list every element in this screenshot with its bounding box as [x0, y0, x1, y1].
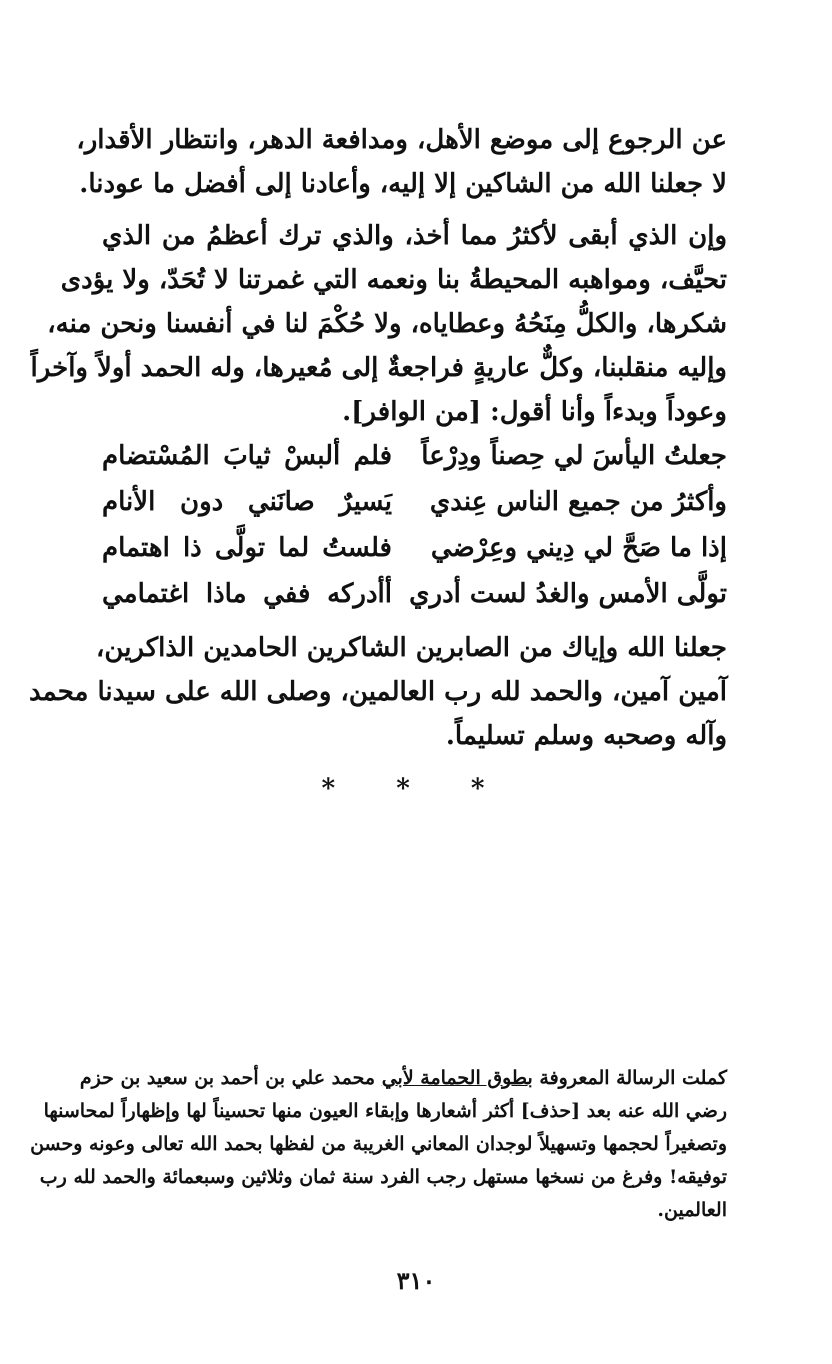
- text-line: شكرها، والكلُّ مِنَحُهُ وعطاياه، ولا حُكْمَ لنا في أنفسنا ونحن منه،: [47, 309, 727, 339]
- text-line: العالمين.: [657, 1199, 727, 1221]
- verse-first-hemistich: إذا ما صَحَّ لي دِيني وعِرْضي: [430, 533, 727, 563]
- verse-second-hemistich: أأدركه ففي ماذا اغتمامي: [102, 579, 392, 609]
- section-separator: * * *: [321, 774, 511, 804]
- verse-first-hemistich: جعلتُ اليأسَ لي حِصناً ودِرْعاً: [421, 441, 727, 471]
- text-line: وتصغيراً لحجمها وتسهيلاً لوجدان المعاني الغريبة من لفظها بحمد الله تعالى وعونه وحسن: [30, 1133, 727, 1155]
- verse-first-hemistich: تولَّى الأمس والغدُ لست أدري: [409, 579, 727, 609]
- text-line: عن الرجوع إلى موضع الأهل، ومدافعة الدهر، وانتظار الأقدار،: [76, 125, 727, 155]
- verse-second-hemistich: فلم ألبسْ ثيابَ المُسْتضام: [102, 441, 392, 471]
- text-line: آمين آمين، والحمد لله رب العالمين، وصلى الله على سيدنا محمد: [29, 677, 727, 707]
- text-line: تحيَّف، ومواهبه المحيطةُ بنا ونعمه التي غمرتنا لا تُحَدّ، ولا يؤدى: [60, 265, 727, 295]
- book-title: بطوق الحمامة لأبي: [381, 1067, 533, 1089]
- poem-verse: [102, 441, 727, 487]
- poem-verse: [102, 579, 727, 625]
- text-line: جعلنا الله وإياك من الصابرين الشاكرين الحامدين الذاكرين،: [96, 633, 727, 663]
- poem: [102, 441, 727, 625]
- note-text: كملت الرسالة المعروفة: [532, 1067, 727, 1089]
- text-line: توفيقه! وفرغ من نسخها مستهل رجب الفرد سنة ثمان وثلاثين وسبعمائة والحمد لله رب: [39, 1166, 727, 1188]
- text-line: [79, 1062, 727, 1095]
- verse-second-hemistich: فلستُ لما تولَّى ذا اهتمام: [102, 533, 392, 563]
- text-line: وعوداً وبدءاً وأنا أقول: [من الوافر].: [342, 397, 727, 427]
- text-line: وآله وصحبه وسلم تسليماً.: [445, 721, 727, 751]
- paragraph-1: [76, 118, 727, 206]
- verse-first-hemistich: وأكثرُ من جميع الناس عِندي: [429, 487, 727, 517]
- text-line: رضي الله عنه بعد [حذف] أكثر أشعارها وإبقاء العيون منها تحسيناً لها وإظهاراً لمحاسنها: [43, 1100, 727, 1122]
- colophon-note: [30, 1062, 727, 1227]
- poem-verse: [102, 533, 727, 579]
- paragraph-2: [30, 214, 727, 434]
- note-text: محمد علي بن أحمد بن سعيد بن حزم: [79, 1067, 382, 1089]
- poem-verse: [102, 487, 727, 533]
- page-number: ٣١٠: [396, 1266, 436, 1295]
- text-line: وإليه منقلبنا، وكلٌّ عاريةٍ فراجعةٌ إلى مُعيرها، وله الحمد أولاً وآخراً: [30, 353, 727, 383]
- paragraph-3: [29, 626, 727, 758]
- text-line: وإن الذي أبقى لأكثرُ مما أخذ، والذي ترك أعظمُ من الذي: [102, 221, 727, 251]
- verse-second-hemistich: يَسيرٌ صانَني دون الأنام: [102, 487, 392, 517]
- text-line: لا جعلنا الله من الشاكين إلا إليه، وأعادنا إلى أفضل ما عودنا.: [79, 169, 727, 199]
